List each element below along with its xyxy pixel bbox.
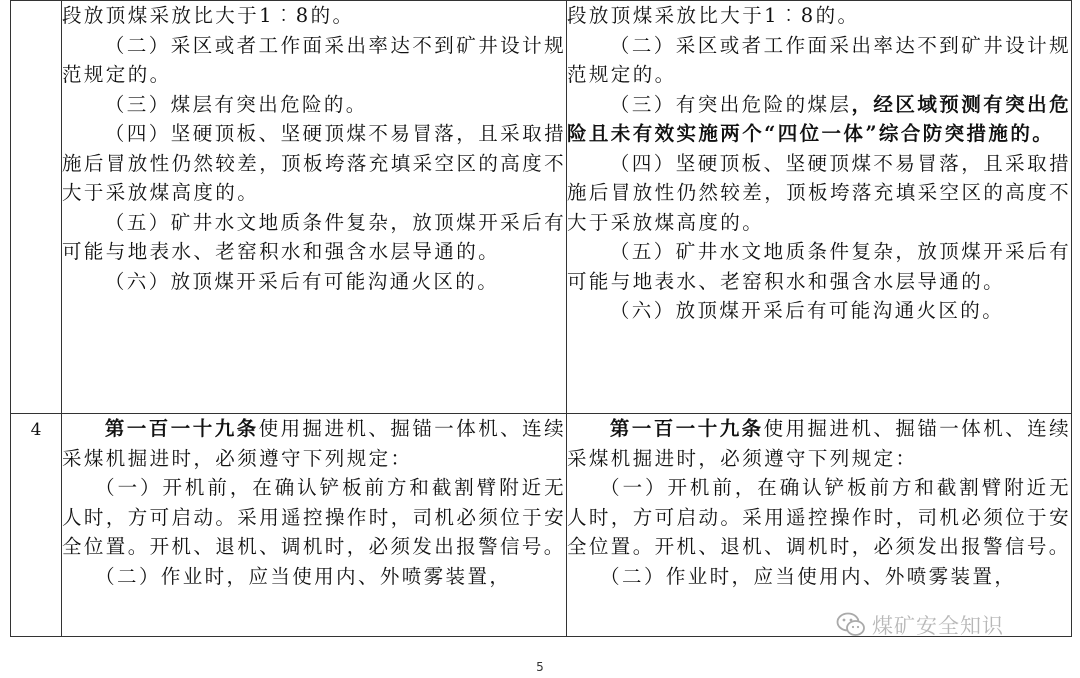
paragraph: （六）放顶煤开采后有可能沟通火区的。	[609, 299, 1005, 322]
article-intro: 使用掘进机、掘锚一体机、连续采煤机掘进时，必须遵守下列规定：	[567, 417, 1071, 470]
revised-text-column	[567, 414, 1072, 637]
paragraph: （二）采区或者工作面采出率达不到矿井设计规范规定的。	[567, 33, 1071, 86]
paragraph: （四）坚硬顶板、坚硬顶煤不易冒落，且采取措施后冒放性仍然较差，顶板垮落充填采空区的高度不大于采放煤高度的。	[62, 122, 566, 204]
paragraph: （四）坚硬顶板、坚硬顶煤不易冒落，且采取措施后冒放性仍然较差，顶板垮落充填采空区的高度不大于采放煤高度的。	[567, 151, 1071, 234]
row-number: 4	[30, 420, 42, 440]
row-number-cell	[11, 414, 62, 637]
paragraph: 段放顶煤采放比大于1︰8的。	[62, 4, 355, 27]
original-text-column	[62, 414, 567, 637]
article-intro: 使用掘进机、掘锚一体机、连续采煤机掘进时，必须遵守下列规定：	[62, 417, 566, 470]
article-paragraph	[62, 414, 566, 473]
watermark-text: 煤矿安全知识	[872, 614, 1004, 638]
table-row	[11, 1, 1072, 414]
paragraph: （三）煤层有突出危险的。	[104, 92, 368, 116]
unchanged-text: （三）有突出危险的煤层	[609, 92, 852, 116]
paragraph: （六）放顶煤开采后有可能沟通火区的。	[104, 269, 500, 293]
paragraph: （二）采区或者工作面采出率达不到矿井设计规范规定的。	[62, 33, 566, 86]
article-title: 第一百一十九条	[609, 417, 764, 440]
paragraph: （五）矿井水文地质条件复杂，放顶煤开采后有可能与地表水、老窑积水和强含水层导通的。	[62, 210, 566, 263]
added-text-bold: ，经区域预测有突出危险且未有效实施两个“四位一体”综合防突措施的。	[567, 92, 1071, 145]
paragraph: （五）矿井水文地质条件复杂，放顶煤开采后有可能与地表水、老窑积水和强含水层导通的。	[567, 240, 1071, 293]
article-title: 第一百一十九条	[104, 417, 259, 440]
row-number-cell	[11, 1, 62, 414]
original-text-column	[62, 1, 567, 414]
paragraph: 段放顶煤采放比大于1︰8的。	[567, 4, 860, 27]
paragraph: （二）作业时，应当使用内、外喷雾装置，	[600, 564, 1017, 588]
comparison-table	[10, 0, 1072, 637]
article-paragraph	[567, 414, 1071, 473]
table-row	[11, 414, 1072, 637]
paragraph-revised	[567, 90, 1071, 149]
paragraph: （一）开机前，在确认铲板前方和截割臂附近无人时，方可启动。采用遥控操作时，司机必须位于安全位置。开机、退机、调机时，必须发出报警信号。	[567, 476, 1071, 558]
paragraph: （二）作业时，应当使用内、外喷雾装置，	[95, 564, 512, 588]
paragraph: （一）开机前，在确认铲板前方和截割臂附近无人时，方可启动。采用遥控操作时，司机必须位于安全位置。开机、退机、调机时，必须发出报警信号。	[62, 476, 566, 558]
watermark	[836, 610, 1004, 640]
page-number: 5	[536, 660, 544, 674]
wechat-icon	[836, 612, 866, 638]
revised-text-column	[567, 1, 1072, 414]
